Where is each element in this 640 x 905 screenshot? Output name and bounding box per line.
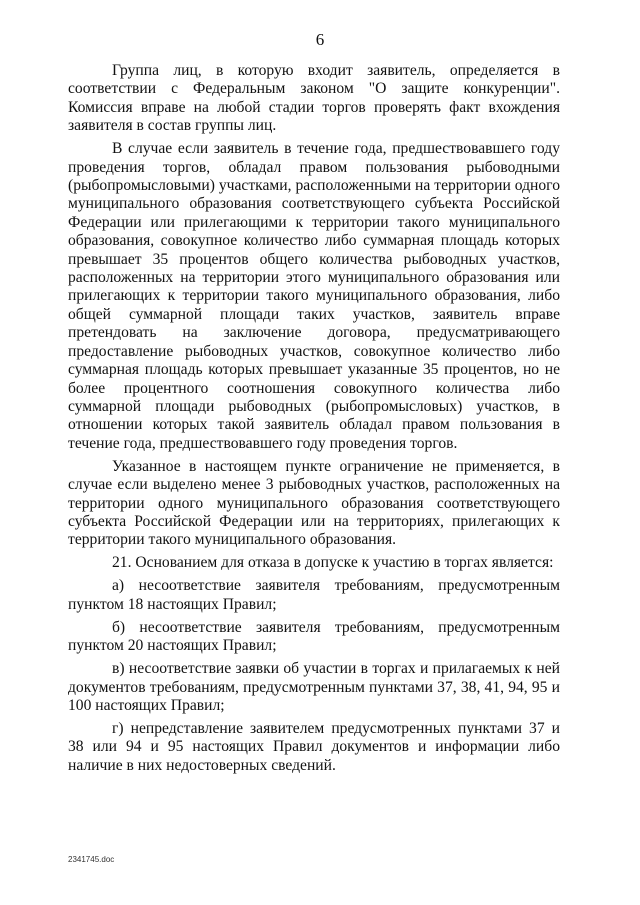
paragraph-item-21-v: в) несоответствие заявки об участии в торгах и прилагаемых к ней документов требованиям, предусмотренным пунктами 37, 38, 41, 94, 95 и 100 настоящих Правил; — [68, 660, 560, 714]
paragraph-item-21-b: б) несоответствие заявителя требованиям, предусмотренным пунктом 20 настоящих Правил; — [68, 618, 560, 655]
paragraph-item-21-heading: 21. Основанием для отказа в допуске к участию в торгах является: — [112, 554, 554, 572]
paragraph-limit-exception: Указанное в настоящем пункте ограничение не применяется, в случае если выделено менее 3 рыбоводных участков, расположенных на территории одного муниципального образования соответствующего субъекта Российской Федерации или на территориях, прилегающих к территории такого муниципального образования. — [68, 457, 560, 549]
page-number: 6 — [315, 30, 325, 49]
paragraph-item-21-a: а) несоответствие заявителя требованиям, предусмотренным пунктом 18 настоящих Правил; — [68, 577, 560, 613]
paragraph-group-of-persons: Группа лиц, в которую входит заявитель, определяется в соответствии с Федеральным законом "О защите конкуренции". Комиссия вправе на любой стадии торгов проверять факт вхождения заявителя в состав группы лиц. — [68, 62, 560, 135]
paragraph-item-21-g: г) непредставление заявителем предусмотренных пунктами 37 и 38 или 94 и 95 настоящих Правил документов и информации либо наличие в них недостоверных сведений. — [68, 719, 560, 774]
footer-doc-code: 2341745.doc — [68, 855, 115, 864]
document-body — [68, 62, 560, 780]
paragraph-35-percent-limit: В случае если заявитель в течение года, предшествовавшего году проведения торгов, обладал правом пользования рыбоводными (рыбопромысловыми) участками, расположенными на территории одного муниципального образования соответствующего субъекта Российской Федерации или прилегающими к территории такого муниципального образования, совокупное количество либо суммарная площадь которых превышает 35 процентов общего количества рыбоводных участков, расположенных на территории этого муниципального образования или прилегающих к территории такого муниципального образования, либо общей суммарной площади таких участков, заявитель вправе претендовать на заключение договора, предусматривающего предоставление рыбоводных участков, совокупное количество либо суммарная площадь которых превышает указанные 35 процентов, но не более процентного соотношения совокупного количества либо суммарной площади рыбоводных (рыбопромысловых) участков, в отношении которых такой заявитель обладал правом пользования в течение года, предшествовавшего году проведения торгов. — [68, 140, 560, 452]
